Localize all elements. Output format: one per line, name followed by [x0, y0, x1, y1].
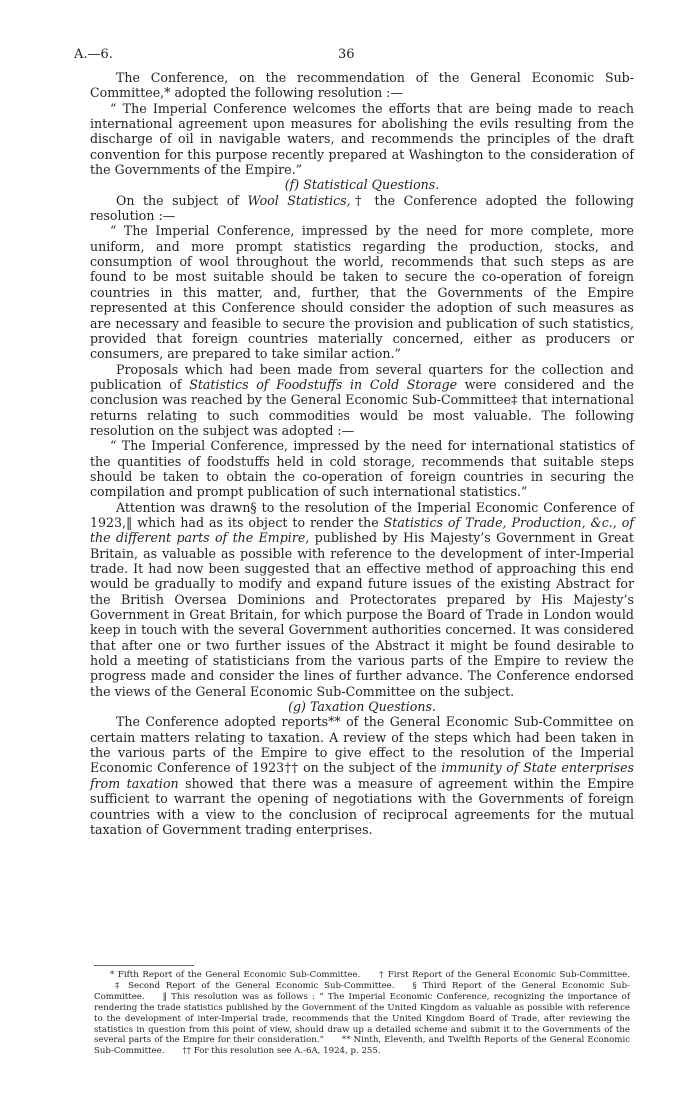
footnote-6: ** Ninth, Eleventh, and Twelfth Reports of the General Economic Sub-Committee. [94, 1035, 631, 1057]
cold-storage-resolution-quote: “ The Imperial Conference, impressed by the need for international statistics of the quantities of foodstuffs held in cold storage, recommends that suitable steps should be taken to obtain the co-operation of foreign countries in securing the compilation and prompt publication of such international statistics.” [90, 438, 634, 500]
statistical-heading-prefix: (f) [284, 177, 304, 193]
footnote-4: § Third Report of the General Economic Sub-Committee. [94, 980, 630, 1002]
trade-text-em: Statistics of Trade, Production, &c., of the different parts of the Empire, [90, 514, 634, 546]
taxation-text-b: showed that there was a measure of agreement within the Empire sufficient to warrant the opening of negotiations with the Governments of foreign countries with a view to the conclusion of reciprocal agreements for the mutual taxation of Government trading enterprises. [90, 775, 635, 837]
taxation-heading-text: Taxation Questions. [309, 699, 436, 715]
trade-text-b: published by His Majesty’s Government in Great Britain, as valuable as possible with reference to the development of inter-Imperial trade. It had now been suggested that an effective method of approaching this end would be gradually to modify and expand future issues of the existing Abstract for the British Oversea Dominions and Protectorates prepared by His Majesty’s Government in Great Britain, for which purpose the Board of Trade in London would keep in touch with the several Government authorities concerned. It was considered that after one or two further issues of the Abstract it might be found desirable to hold a meeting of statisticians from the various parts of the Empire to review the progress made and consider the lines of further advance. The Conference endorsed the views of the General Economic Sub-Committee on the subject. [90, 530, 634, 699]
wool-resolution-quote: “ The Imperial Conference, impressed by the need for more complete, more uniform, and more prompt statistics regarding the production, stocks, and consumption of wool throughout the world, recommends that such steps as are found to be most suitable should be taken to secure the co-operation of foreign countries in this matter, and, further, that the Governments of the Empire represented at this Conference should consider the adoption of such measures as are necessary and feasible to secure the provision and publication of such statistics, provided that foreign countries materially concerned, either as producers or consumers, are prepared to take similar action.” [90, 223, 634, 362]
wool-text-em: Wool Statistics, [247, 192, 351, 208]
footnote-rule [94, 965, 194, 966]
footnote-7: †† For this resolution see A.-6A, 1924, p. 255. [182, 1046, 381, 1057]
intro-paragraph: The Conference, on the recommendation of the General Economic Sub-Committee,* adopted the following resolution :— [90, 70, 634, 101]
taxation-text-a: The Conference adopted reports** of the General Economic Sub-Committee on certain matters relating to taxation. A review of the steps which had been taken in the various parts of the Empire to give effect to the resolution of the Imperial Economic Conference of 1923†† on the subject of the [90, 714, 634, 776]
body-text [90, 70, 634, 837]
taxation-text-em: immunity of State enterprises from taxation [90, 760, 634, 791]
cold-storage-text-em: Statistics of Foodstuffs in Cold Storage [189, 376, 458, 392]
footnote-block [94, 970, 630, 1057]
wool-text-b: † the Conference adopted the following resolution :— [90, 192, 634, 224]
page-header-reference: A.—6. [74, 47, 113, 62]
oil-resolution-quote: “ The Imperial Conference welcomes the efforts that are being made to reach international agreement upon measures for abolishing the evils resulting from the discharge of oil in navigable waters, and recommends the principles of the draft convention for this purpose recently prepared at Washington to the consideration of the Governments of the Empire.” [90, 100, 634, 178]
taxation-questions-heading [90, 699, 634, 714]
footnote-3: ‡ Second Report of the General Economic Sub-Committee. [112, 980, 395, 991]
footnotes [94, 965, 630, 1057]
statistical-questions-heading [90, 177, 634, 192]
cold-storage-paragraph [90, 362, 634, 439]
taxation-heading-prefix: (g) [288, 699, 310, 715]
page-number: 36 [338, 47, 355, 62]
footnote-2: † First Report of the General Economic Sub-Committee. [378, 970, 630, 980]
wool-text-a: On the subject of [116, 192, 248, 208]
taxation-paragraph [90, 714, 634, 837]
footnote-1: * Fifth Report of the General Economic Sub-Committee. [110, 970, 361, 980]
statistical-heading-text: Statistical Questions. [303, 177, 440, 193]
cold-storage-text-a: Proposals which had been made from several quarters for the collection and publication of [90, 361, 634, 392]
cold-storage-text-b: were considered and the conclusion was reached by the General Economic Sub-Committee‡ that international returns relating to such commodities would be most valuable. The following resolution on the subject was adopted :— [90, 376, 634, 438]
trade-statistics-paragraph [90, 500, 634, 699]
footnote-5: ‖ This resolution was as follows : “ The Imperial Economic Conference, recognizing the importance of rendering the trade statistics published by the Government of the United Kingdom as valuable as possible with reference to the development of inter-Imperial trade, recommends that the United Kingdom Board of Trade, after reviewing the statistics in question from this point of view, should draw up a detailed scheme and submit it to the Governments of the several parts of the Empire for their consideration.” [94, 991, 630, 1046]
trade-text-a: Attention was drawn§ to the resolution of the Imperial Economic Conference of 1923,‖ which had as its object to render the [90, 499, 634, 530]
wool-statistics-paragraph [90, 193, 634, 224]
